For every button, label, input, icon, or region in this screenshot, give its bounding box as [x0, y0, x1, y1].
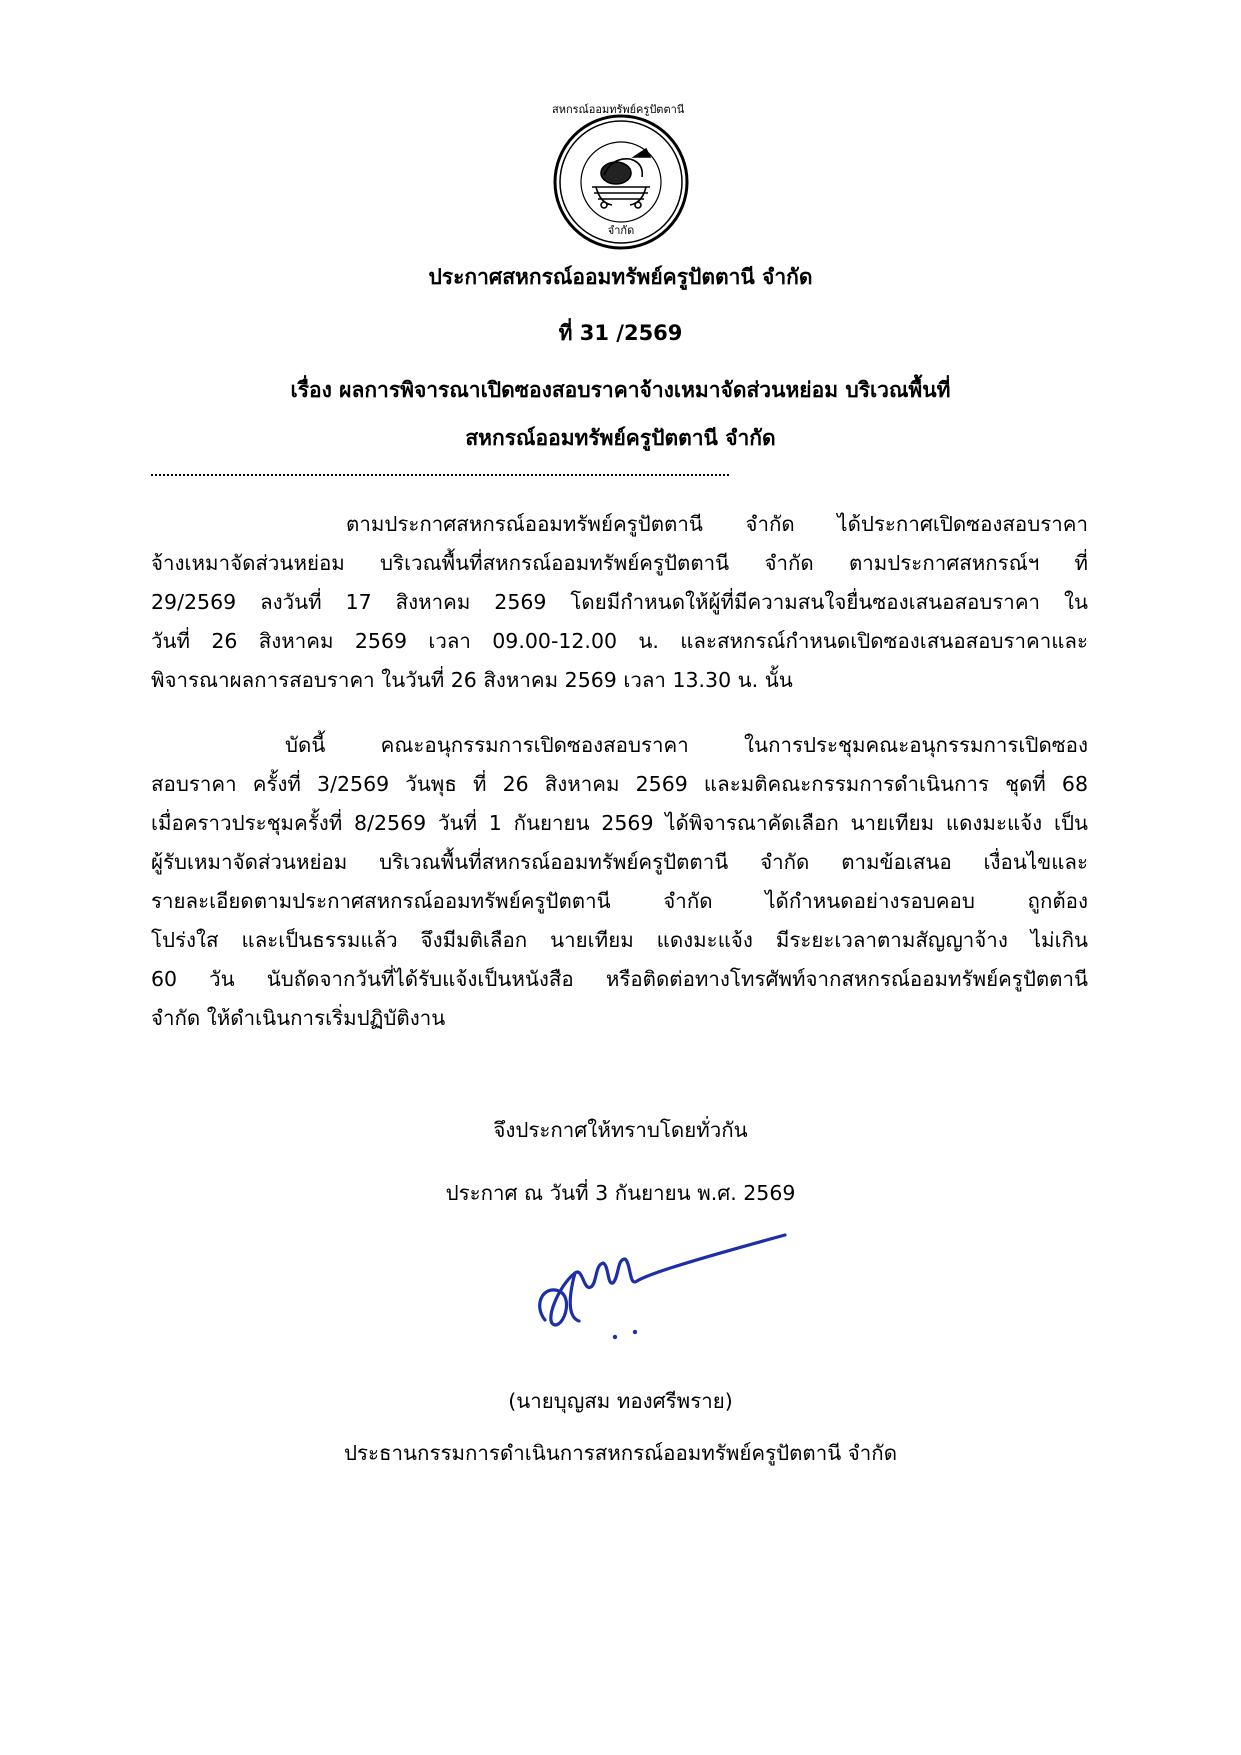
signer-title: ประธานกรรมการดำเนินการสหกรณ์ออมทรัพย์ครูปัตตานี จำกัด: [343, 1441, 898, 1465]
subject-line-1: เรื่อง ผลการพิจารณาเปิดซองสอบราคาจ้างเหมาจัดส่วนหย่อม บริเวณพื้นที่: [290, 378, 951, 402]
signer-name: (นายบุญสม ทองศรีพราย): [508, 1389, 733, 1413]
paragraph-line: โปร่งใส และเป็นธรรมแล้ว จึงมีมติเลือก นายเทียม แดงมะแจ้ง มีระยะเวลาตามสัญญาจ้าง ไม่เกิน: [151, 928, 1088, 952]
seal-text-top: สหกรณ์ออมทรัพย์ครูปัตตานี: [552, 103, 685, 116]
announcement-title: ประกาศสหกรณ์ออมทรัพย์ครูปัตตานี จำกัด: [428, 265, 813, 289]
paragraph-2: [151, 726, 1088, 1038]
paragraph-line: สอบราคา ครั้งที่ 3/2569 วันพุธ ที่ 26 สิงหาคม 2569 และมติคณะกรรมการดำเนินการ ชุดที่ 68: [151, 772, 1088, 796]
subject-line-2: สหกรณ์ออมทรัพย์ครูปัตตานี จำกัด: [465, 426, 776, 450]
paragraph-line: 29/2569 ลงวันที่ 17 สิงหาคม 2569 โดยมีกำหนดให้ผู้ที่มีความสนใจยื่นซองเสนอสอบราคา ใน: [151, 590, 1088, 614]
paragraph-line: จ้างเหมาจัดส่วนหย่อม บริเวณพื้นที่สหกรณ์ออมทรัพย์ครูปัตตานี จำกัด ตามประกาศสหกรณ์ฯ ที่: [151, 551, 1088, 575]
announcement-number: ที่ 31 /2569: [558, 321, 683, 345]
seal-text-bottom: จำกัด: [607, 224, 635, 237]
cooperative-seal-logo: [552, 103, 690, 251]
handwritten-signature: [525, 1225, 800, 1345]
paragraph-line: รายละเอียดตามประกาศสหกรณ์ออมทรัพย์ครูปัตตานี จำกัด ได้กำหนดอย่างรอบคอบ ถูกต้อง: [151, 889, 1088, 913]
announce-statement: จึงประกาศให้ทราบโดยทั่วกัน: [493, 1118, 748, 1142]
paragraph-line: 60 วัน นับถัดจากวันที่ได้รับแจ้งเป็นหนังสือ หรือติดต่อทางโทรศัพท์จากสหกรณ์ออมทรัพย์ครูปัตตานี: [151, 967, 1088, 991]
announce-date: ประกาศ ณ วันที่ 3 กันยายน พ.ศ. 2569: [445, 1181, 796, 1205]
paragraph-line: พิจารณาผลการสอบราคา ในวันที่ 26 สิงหาคม 2569 เวลา 13.30 น. นั้น: [151, 668, 793, 692]
paragraph-line: วันที่ 26 สิงหาคม 2569 เวลา 09.00-12.00 น. และสหกรณ์กำหนดเปิดซองเสนอสอบราคาและ: [151, 629, 1088, 653]
paragraph-line: ผู้รับเหมาจัดส่วนหย่อม บริเวณพื้นที่สหกรณ์ออมทรัพย์ครูปัตตานี จำกัด ตามข้อเสนอ เงื่อนไขและ: [151, 850, 1088, 874]
paragraph-line: บัดนี้ คณะอนุกรรมการเปิดซองสอบราคา ในการประชุมคณะอนุกรรมการเปิดซอง: [285, 733, 1088, 757]
dotted-separator: [151, 474, 729, 476]
paragraph-1: [151, 505, 1088, 700]
paragraph-line: เมื่อคราวประชุมครั้งที่ 8/2569 วันที่ 1 กันยายน 2569 ได้พิจารณาคัดเลือก นายเทียม แดงมะแจ้ง เป็น: [151, 811, 1088, 835]
paragraph-line: จำกัด ให้ดำเนินการเริ่มปฏิบัติงาน: [151, 1006, 446, 1030]
paragraph-line: ตามประกาศสหกรณ์ออมทรัพย์ครูปัตตานี จำกัด ได้ประกาศเปิดซองสอบราคา: [346, 512, 1088, 536]
